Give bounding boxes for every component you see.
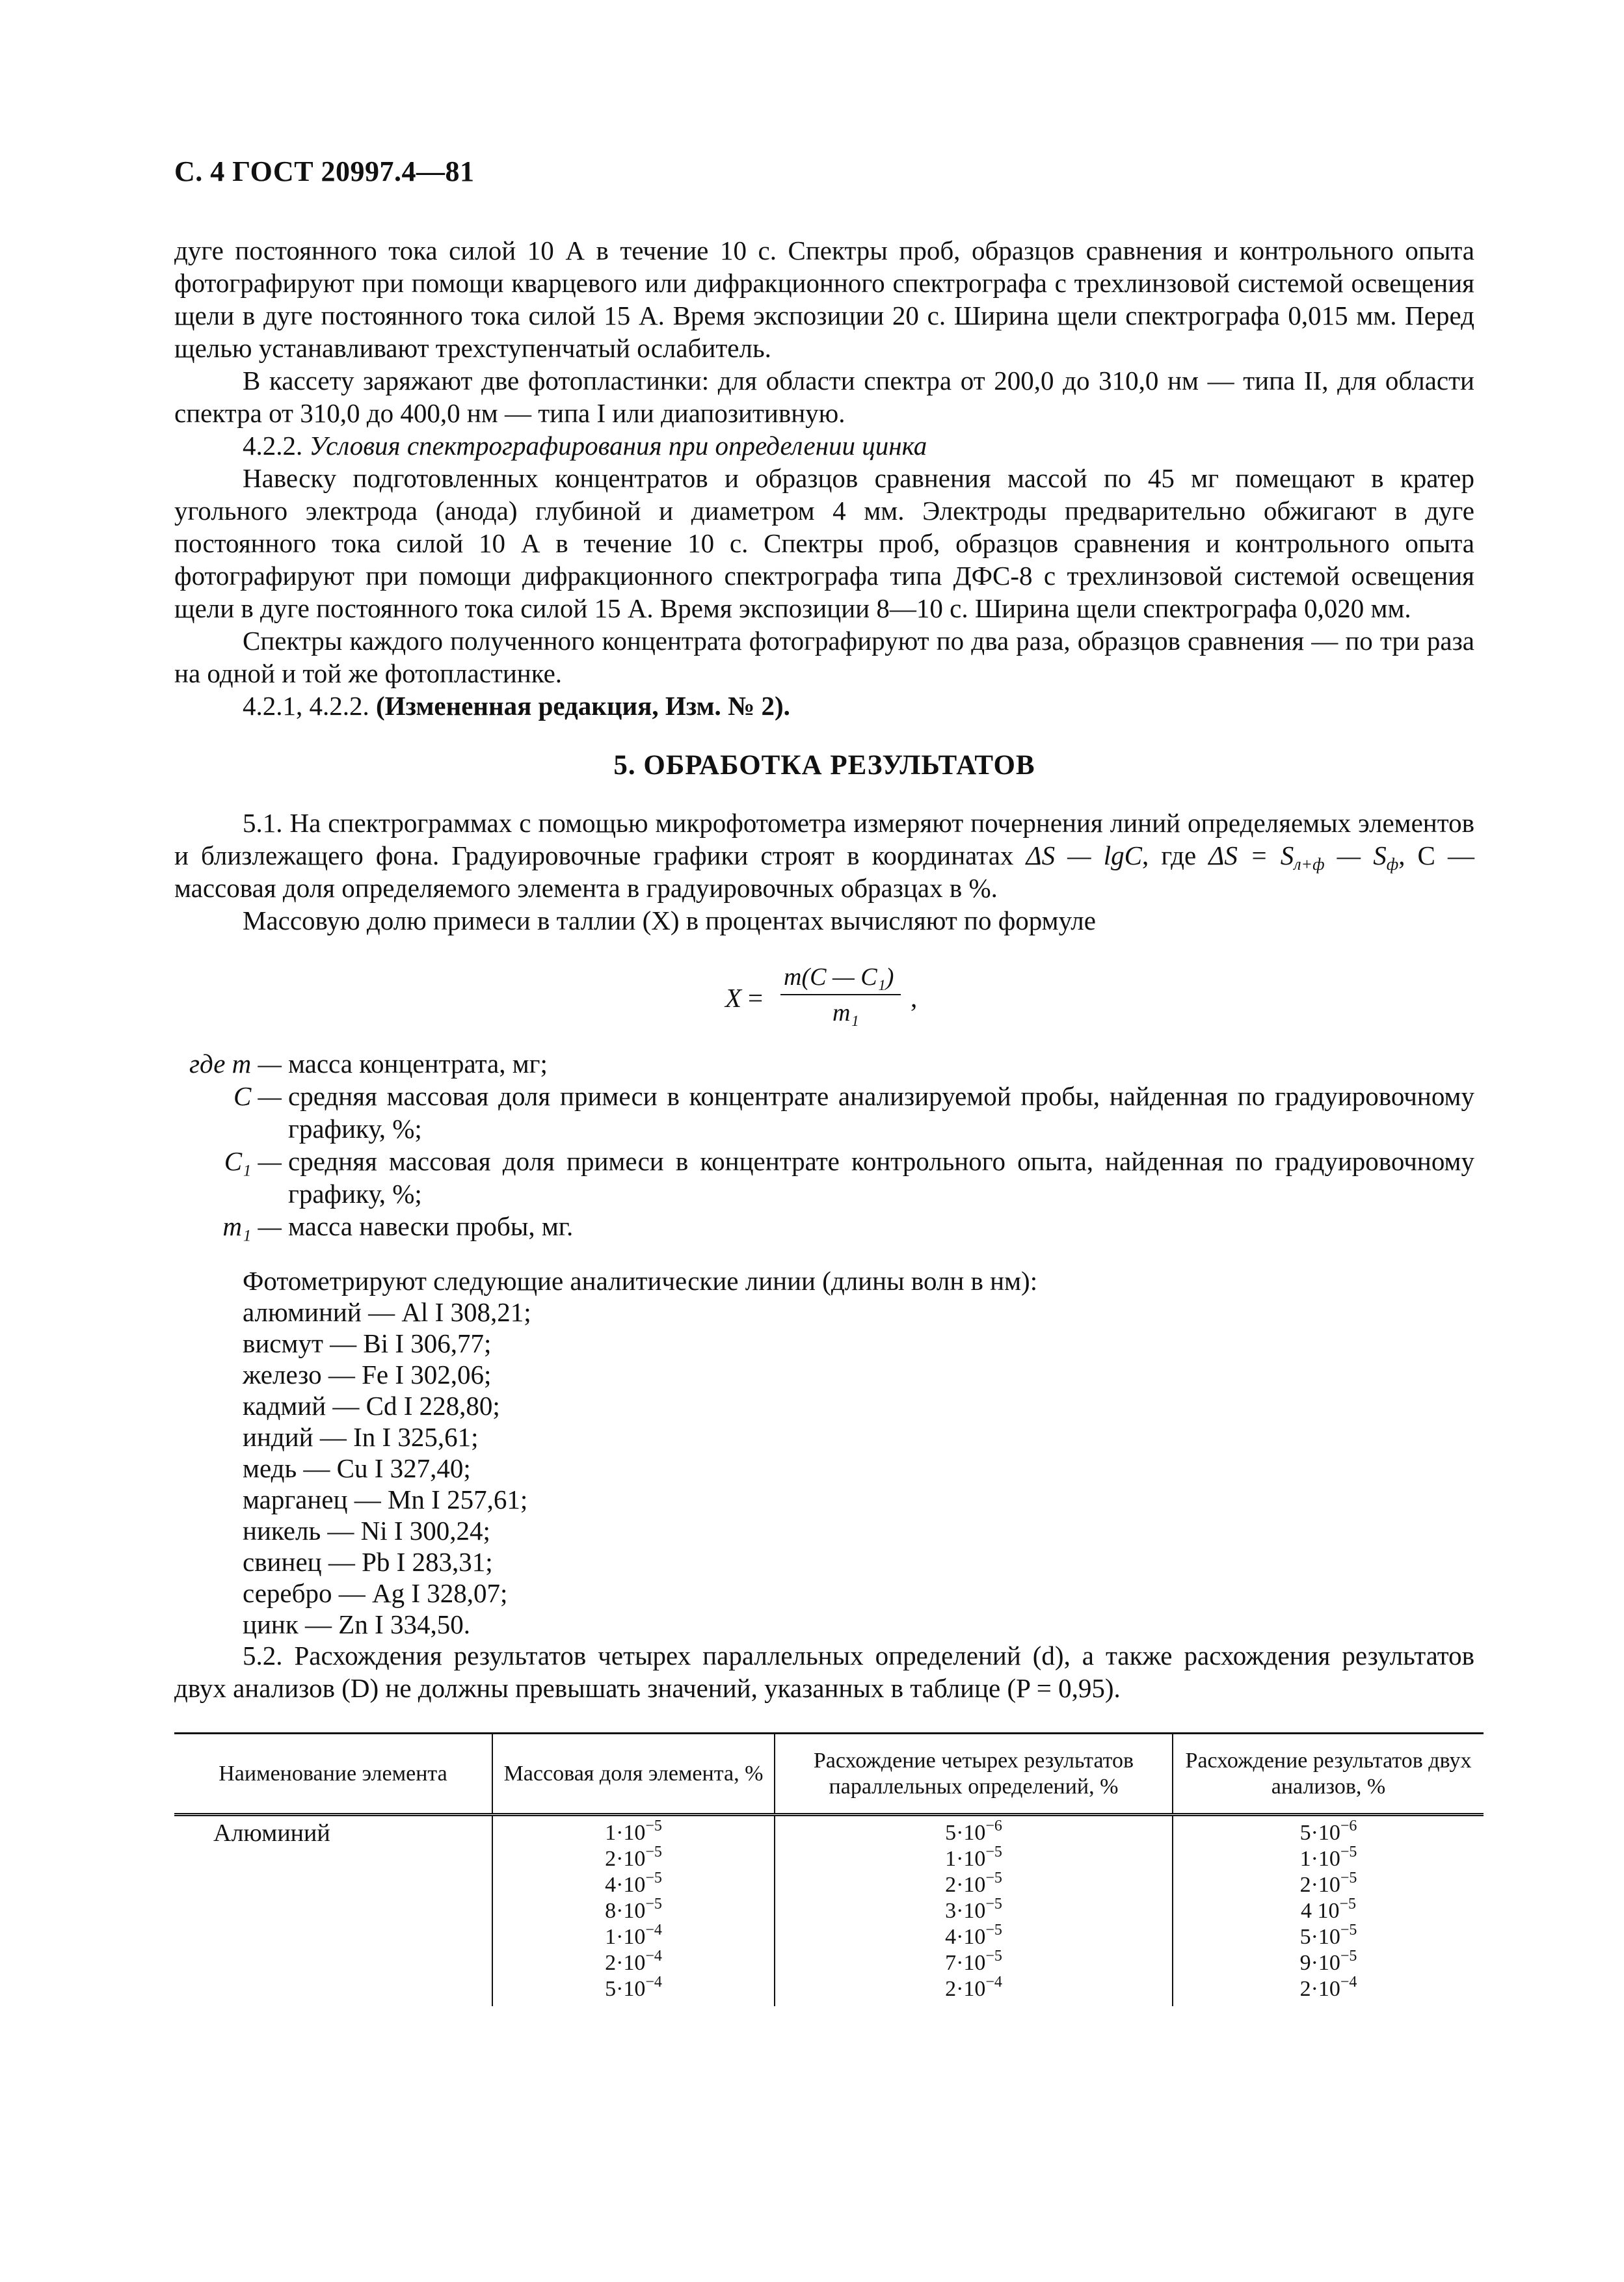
exponent: −4 [985, 1974, 1002, 1991]
exponent: −5 [645, 1870, 662, 1886]
paragraph-zinc-sample: Навеску подготовленных концентратов и образцов сравнения массой по 45 мг помещают в кратер угольного электрода (анода) глубиной и диаметром 4 мм. Электроды предварительно обжигают в дуге постоянного тока силой 10 А в течение 10 с. Спектры проб, образцов сравнения и контрольного опыта фотографируют при помощи дифракционного спектрографа типа ДФС-8 с трехлинзовой системой освещения щели в дуге постоянного тока силой 15 А. Время экспозиции 8—10 с. Ширина щели спектрографа 0,020 мм. [174, 463, 1474, 623]
definition-symbol: C₁ — [224, 1146, 282, 1176]
mantissa: 1·10 [605, 1821, 646, 1845]
exponent: −5 [645, 1818, 662, 1834]
paragraph-photoplates: В кассету заряжают две фотопластинки: для области спектра от 200,0 до 310,0 нм — типа II, для области спектра от 310,0 до 400,0 нм — типа I или диапозитивную. [174, 366, 1474, 428]
paragraph-5-2: 5.2. Расхождения результатов четырех параллельных определений (d), а также расхождения результатов двух анализов (D) не должны превышать значений, указанных в таблице (P = 0,95). [174, 1641, 1474, 1703]
mantissa: 2·10 [605, 1847, 646, 1871]
exponent: −6 [1340, 1818, 1357, 1834]
exponent: −4 [1340, 1974, 1357, 1991]
mantissa: 1·10 [945, 1847, 986, 1871]
formula-numerator: m(C — C₁) [784, 963, 894, 991]
value-item [499, 1846, 767, 1872]
paragraph-spectra-repeats: Спектры каждого полученного концентрата фотографируют по два раза, образцов сравнения — по три раза на одной и той же фотопластинке. [174, 626, 1474, 688]
exponent: −5 [985, 1948, 1002, 1965]
table-cell-parallel-discrepancy [775, 1815, 1173, 2007]
definition-text: масса концентрата, мг; [288, 1049, 548, 1079]
subsection-number: 4.2.2. [243, 431, 303, 461]
value-item [1180, 1820, 1477, 1846]
mantissa: 2·10 [945, 1977, 986, 2001]
definition-item [174, 1080, 1474, 1145]
exponent: −4 [645, 1948, 662, 1965]
value-item [782, 1872, 1165, 1898]
mantissa: 8·10 [605, 1899, 646, 1923]
list-item: кадмий — Cd I 228,80; [243, 1391, 500, 1421]
paragraph-formula-intro: Массовую долю примеси в таллии (X) в процентах вычисляют по формуле [243, 906, 1096, 935]
formula-fraction-bar [780, 994, 901, 995]
list-item: свинец — Pb I 283,31; [243, 1547, 493, 1577]
value-item [1180, 1872, 1477, 1898]
list-item: алюминий — Al I 308,21; [243, 1297, 531, 1327]
revision-label: (Измененная редакция, Изм. № 2). [376, 691, 790, 721]
exponent: −5 [1340, 1844, 1357, 1860]
intro-block [174, 234, 1474, 937]
p51-delta-s: ΔS = S [1208, 840, 1294, 870]
exponent: −5 [985, 1922, 1002, 1939]
value-item [1180, 1846, 1477, 1872]
list-item: никель — Ni I 300,24; [243, 1516, 490, 1546]
value-item [499, 1820, 767, 1846]
paragraph-revision-note [174, 690, 1474, 722]
exponent: −5 [985, 1896, 1002, 1913]
table-header-mass-fraction: Массовая доля элемента, % [492, 1734, 775, 1815]
value-item [499, 1872, 767, 1898]
value-item [782, 1924, 1165, 1950]
mantissa: 7·10 [945, 1951, 986, 1975]
exponent: −4 [645, 1974, 662, 1991]
table-header-analysis-discrepancy: Расхождение результатов двух анализов, % [1173, 1734, 1484, 1815]
list-item: медь — Cu I 327,40; [243, 1453, 471, 1483]
definition-symbol: где m — [189, 1049, 282, 1079]
p51-sub-bg: ф [1386, 855, 1399, 874]
exponent: −5 [1339, 1896, 1357, 1913]
formula-lhs: X [725, 983, 742, 1013]
mantissa: 9·10 [1299, 1951, 1340, 1975]
value-item [782, 1898, 1165, 1924]
mantissa: 2·10 [945, 1873, 986, 1897]
subsection-4-2-2-heading [174, 429, 1474, 462]
p51-text-c: , C — массовая доля определяемого элемента в градуировочных образцах в %. [174, 840, 1474, 903]
definition-text: средняя массовая доля примеси в концентрате контрольного опыта, найденная по градуировочному графику, %; [288, 1146, 1474, 1209]
value-item [1180, 1924, 1477, 1950]
definition-item [174, 1047, 1474, 1080]
table-header-parallel-discrepancy: Расхождение четырех результатов параллельных определений, % [775, 1734, 1173, 1815]
exponent: −5 [1340, 1870, 1357, 1886]
list-item: индий — In I 325,61; [243, 1422, 479, 1452]
exponent: −5 [985, 1870, 1002, 1886]
lines-intro: Фотометрируют следующие аналитические линии (длины волн в нм): [243, 1266, 1038, 1296]
mantissa: 2·10 [1299, 1873, 1340, 1897]
table-header-element: Наименование элемента [219, 1761, 447, 1786]
value-item [1180, 1898, 1477, 1924]
mantissa: 3·10 [945, 1899, 986, 1923]
value-item [499, 1976, 767, 2002]
p51-coordinates: ΔS — lgC [1026, 840, 1142, 870]
mantissa: 4·10 [945, 1925, 986, 1949]
mantissa: 2·10 [1299, 1977, 1340, 2001]
subsection-title: Условия спектрографирования при определении цинка [309, 431, 927, 461]
definition-text: средняя массовая доля примеси в концентрате анализируемой пробы, найденная по градуировочному графику, %; [288, 1081, 1474, 1144]
discrepancy-table [174, 1732, 1484, 2006]
mantissa: 1·10 [1299, 1847, 1340, 1871]
formula-equals: = [748, 983, 764, 1013]
analytical-lines-list [243, 1265, 1037, 1640]
value-item [1180, 1950, 1477, 1976]
mantissa: 5·10 [1299, 1821, 1340, 1845]
paragraph-5-1 [174, 807, 1474, 904]
mantissa: 5·10 [1299, 1925, 1340, 1949]
formula-denominator: m₁ [832, 999, 859, 1027]
value-item [782, 1950, 1165, 1976]
exponent: −4 [645, 1922, 662, 1939]
mass-fraction-formula [725, 963, 946, 1034]
definition-symbol: m₁ — [222, 1211, 282, 1241]
value-item [1180, 1976, 1477, 2002]
value-item [499, 1950, 767, 1976]
definition-symbol: C — [233, 1081, 282, 1111]
p51-text-b: , где [1141, 840, 1209, 870]
mantissa: 4 10 [1300, 1899, 1340, 1923]
paragraph-arc-conditions: дуге постоянного тока силой 10 А в течение 10 с. Спектры проб, образцов сравнения и контрольного опыта фотографируют при помощи кварцевого или дифракционного спектрографа с трехлинзовой системой освещения щели в дуге постоянного тока силой 15 А. Время экспозиции 20 с. Ширина щели спектрографа 0,015 мм. Перед щелью устанавливают трехступенчатый ослабитель. [174, 235, 1474, 363]
section-5-title: 5. ОБРАБОТКА РЕЗУЛЬТАТОВ [613, 750, 1035, 781]
exponent: −5 [645, 1844, 662, 1860]
p51-text-a: 5.1. На спектрограммах с помощью микрофотометра измеряют почернения линий определяемых элементов и близлежащего фона. Градуировочные графики строят в координатах [174, 808, 1474, 870]
revision-refs: 4.2.1, 4.2.2. [243, 691, 376, 721]
mantissa: 4·10 [605, 1873, 646, 1897]
mantissa: 5·10 [945, 1821, 986, 1845]
paragraph-5-2-wrap [174, 1639, 1474, 1704]
exponent: −5 [985, 1844, 1002, 1860]
value-item [782, 1976, 1165, 2002]
value-item [499, 1924, 767, 1950]
list-item: висмут — Bi I 306,77; [243, 1328, 492, 1358]
list-item: железо — Fe I 302,06; [243, 1360, 492, 1389]
exponent: −5 [645, 1896, 662, 1913]
mantissa: 1·10 [605, 1925, 646, 1949]
mantissa: 2·10 [605, 1951, 646, 1975]
exponent: −5 [1340, 1922, 1357, 1939]
value-item [499, 1898, 767, 1924]
page-header: С. 4 ГОСТ 20997.4—81 [174, 155, 475, 187]
p51-minus-s: — S [1324, 840, 1387, 870]
exponent: −6 [985, 1818, 1002, 1834]
value-item [782, 1846, 1165, 1872]
definition-item [174, 1210, 1474, 1242]
formula-definitions [174, 1047, 1474, 1242]
value-item [782, 1820, 1165, 1846]
table-cell-analysis-discrepancy [1173, 1815, 1484, 2007]
mantissa: 5·10 [605, 1977, 646, 2001]
definition-item [174, 1145, 1474, 1210]
list-item: цинк — Zn I 334,50. [243, 1609, 470, 1639]
definition-text: масса навески пробы, мг. [288, 1211, 574, 1241]
table-cell-element: Алюминий [213, 1819, 330, 1847]
list-item: марганец — Mn I 257,61; [243, 1484, 528, 1514]
table-cell-mass [492, 1815, 775, 2007]
p51-sub-line-bg: л+ф [1294, 855, 1325, 874]
list-item: серебро — Ag I 328,07; [243, 1578, 508, 1608]
formula-comma: , [911, 983, 918, 1013]
exponent: −5 [1340, 1948, 1357, 1965]
table-row [174, 1815, 1484, 2007]
